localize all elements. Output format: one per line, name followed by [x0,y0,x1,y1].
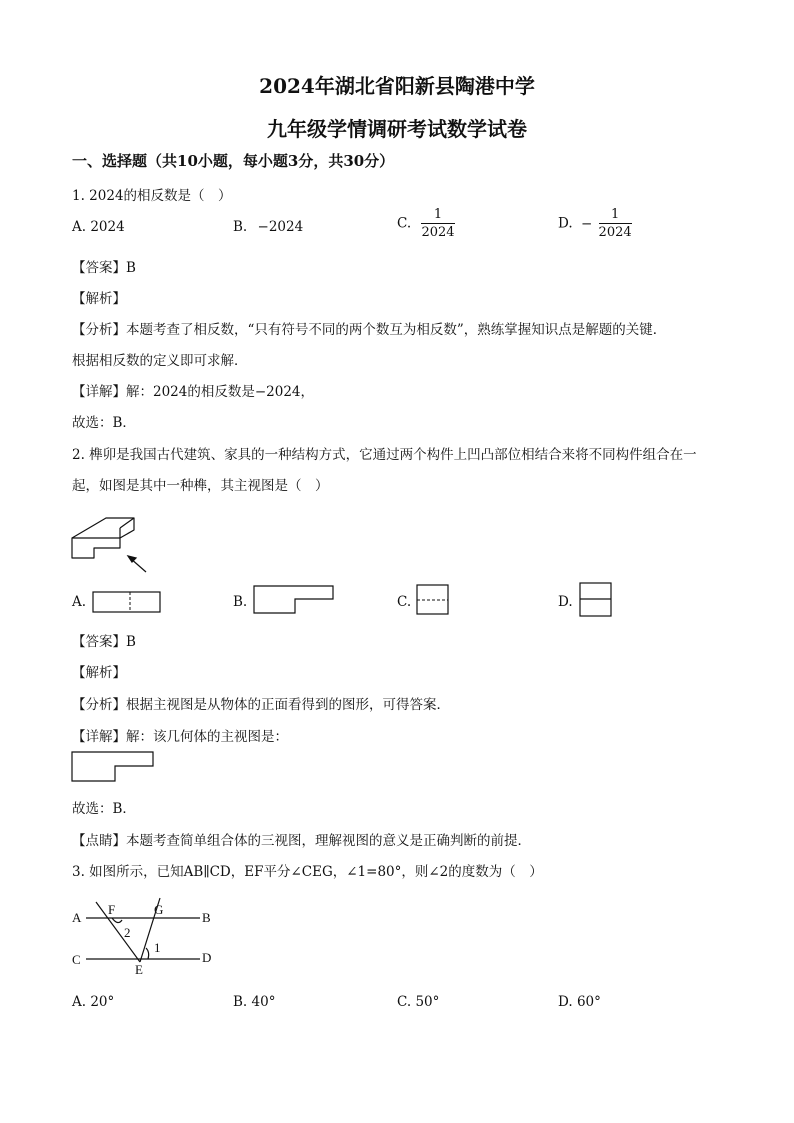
q3-option-c-text: 50° [415,994,440,1010]
q1-option-a [72,219,125,235]
q1-fenxi-text: 本题考查了相反数，“只有符号不同的两个数互为相反数”，熟练掌握知识点是解题的关键． [126,322,667,338]
q2-option-c-letter: C. [397,594,412,610]
q1-option-d-denominator: 2024 [598,225,632,240]
q1-fenxi-tag: 【分析】 [72,322,126,338]
q2-fenxi-text: 根据主视图是从物体的正面看得到的图形，可得答案． [126,697,450,713]
label-f: F [108,902,116,917]
q2-detail-tag: 【详解】 [72,729,126,745]
q3-option-b [233,994,275,1010]
q1-option-d-letter: D. [558,215,573,232]
line-ef [96,902,140,962]
q1-detail-tag: 【详解】 [72,384,126,400]
q1-answer-value: B [126,260,136,276]
q1-option-b-text: −2024 [257,219,304,235]
section-heading: 一、选择题（共10小题，每小题3分，共30分） [72,152,395,170]
label-d: D [202,950,212,965]
q1-stem: 1. 2024的相反数是（ ） [72,188,232,204]
q2-answer [72,630,136,650]
exam-title-line2: 九年级学情调研考试数学试卷 [267,117,527,141]
label-angle-2: 2 [124,925,131,940]
q3-option-a-text: 20° [90,994,115,1010]
angle-2-arc [112,918,122,923]
q1-answer-tag: 【答案】 [72,260,126,276]
q1-option-d-fraction [599,207,632,240]
q2-detail [72,725,288,745]
q3-stem: 3. 如图所示，已知AB∥CD，EF平分∠CEG，∠1=80°，则∠2的度数为（ ） [72,864,543,880]
q1-fenxi-text2: 根据相反数的定义即可求解． [72,353,248,369]
q1-option-b-letter: B. [233,219,248,235]
q1-option-b [233,219,303,235]
q1-choose: 故选：B． [72,415,136,431]
q2-dianjing-tag: 【点睛】 [72,833,126,849]
q2-option-a-letter: A. [72,594,87,610]
q2-option-b-figure [253,585,335,615]
label-e: E [135,962,143,977]
q2-option-c-figure [416,584,450,616]
q3-option-b-text: 40° [251,994,276,1010]
label-b: B [202,910,211,925]
q2-dianjing [72,829,531,849]
q2-option-b-letter: B. [233,594,248,610]
q2-option-a-figure [92,591,162,613]
q1-option-c-letter: C. [397,215,412,232]
exam-title-line1: 2024年湖北省阳新县陶港中学 [259,74,535,98]
label-g: G [154,902,164,917]
q3-option-a [72,994,114,1010]
q1-option-d [558,207,632,240]
q1-answer [72,256,136,276]
q1-detail-text: 解：2024的相反数是−2024， [126,384,315,400]
label-c: C [72,952,81,967]
q3-option-c [397,994,439,1010]
q2-dianjing-text: 本题考查简单组合体的三视图，理解视图的意义是正确判断的前提． [126,833,531,849]
q2-option-d-letter: D. [558,594,573,610]
q3-option-d [558,994,601,1010]
label-angle-1: 1 [154,940,161,955]
q1-option-a-text: 2024 [90,219,125,235]
q3-parallel-lines-figure [68,890,218,980]
q2-choose: 故选：B． [72,801,136,817]
angle-1-arc [146,948,149,959]
q2-answer-tag: 【答案】 [72,634,126,650]
q1-option-a-letter: A. [72,219,87,235]
q2-solution-figure [71,751,157,783]
q2-stem-line2: 起，如图是其中一种榫，其主视图是（ ） [72,478,329,494]
q1-option-c-fraction [421,207,454,240]
q1-option-c [397,207,455,240]
q2-fenxi-tag: 【分析】 [72,697,126,713]
q1-detail [72,380,314,400]
q1-option-c-denominator: 2024 [421,225,455,240]
q2-detail-text: 解：该几何体的主视图是： [126,729,288,745]
q3-option-a-letter: A. [72,994,87,1010]
q3-option-d-letter: D. [558,994,573,1010]
q1-option-d-sign: − [580,215,593,232]
q1-fenxi [72,318,666,338]
q1-option-d-numerator: 1 [599,207,632,224]
q3-option-b-letter: B. [233,994,248,1010]
q2-analysis-tag: 【解析】 [72,665,126,681]
q2-tenon-figure [66,500,166,578]
q1-option-c-numerator: 1 [421,207,454,224]
q2-option-d-figure [579,582,613,618]
q2-answer-value: B [126,634,136,650]
q2-stem-line1: 2. 榫卯是我国古代建筑、家具的一种结构方式，它通过两个构件上凹凸部位相结合来将不同构件组合在一 [72,447,697,463]
q3-option-c-letter: C. [397,994,412,1010]
q3-option-d-text: 60° [576,994,601,1010]
q1-analysis-tag: 【解析】 [72,291,126,307]
q2-fenxi [72,693,450,713]
label-a: A [72,910,82,925]
